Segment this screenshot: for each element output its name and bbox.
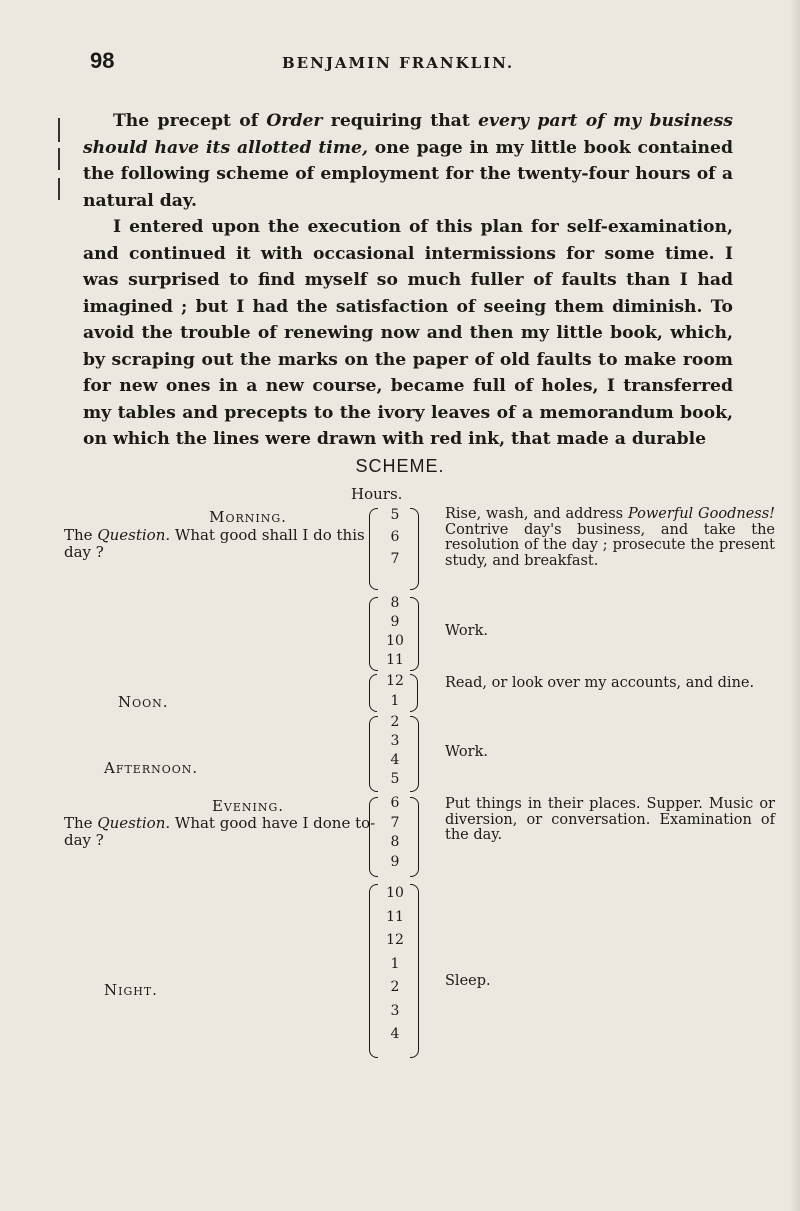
- work-morning-activity: Work.: [445, 623, 488, 639]
- evening-label: Evening.: [211, 797, 285, 815]
- brace-left: [369, 674, 377, 712]
- evening-activity: Put things in their places. Supper. Music or diversion, or conversation. Examination of the day.: [445, 796, 775, 844]
- evening-block: [118, 797, 378, 815]
- body-text: [83, 108, 733, 453]
- night-hours: 10 11 12 1 2 3 4: [386, 885, 404, 1042]
- night-label: Night.: [104, 981, 158, 999]
- scheme-title: SCHEME.: [355, 456, 445, 476]
- work-morning-hours: 8 9 10 11: [386, 595, 404, 668]
- margin-mark: [58, 178, 60, 200]
- brace-left: [369, 884, 378, 1058]
- morning-block: [118, 508, 378, 526]
- brace-right: [410, 597, 419, 671]
- page-edge-shadow: [790, 0, 800, 1211]
- running-head: BENJAMIN FRANKLIN.: [282, 54, 515, 72]
- noon-label: Noon.: [118, 693, 169, 711]
- brace-left: [369, 597, 378, 671]
- brace-left: [369, 716, 378, 792]
- page-header: [90, 48, 710, 88]
- brace-left: [369, 797, 378, 877]
- noon-hours: 12 1: [386, 673, 404, 709]
- paragraph-1: The precept of Order requiring that every part of my business should have its allotted time, one page in my little book contained the following scheme of employment for the twenty-four hours of a natural day.: [83, 111, 733, 211]
- brace-right: [410, 884, 419, 1058]
- morning-hours: 5 6 7: [390, 507, 400, 567]
- hours-label: Hours.: [351, 485, 403, 503]
- afternoon-label: Afternoon.: [104, 759, 199, 777]
- afternoon-hours: 2 3 4 5: [390, 714, 400, 787]
- brace-right: [410, 797, 419, 877]
- page-number: 98: [90, 48, 115, 73]
- paragraph-2: I entered upon the execution of this plan for self-examination, and continued it with occasional intermissions for some time. I was surprised to find myself so much fuller of faults than I had imagined ; but I had the satisfaction of seeing them diminish. To avoid the trouble of renewing now and then my little book, which, by scraping out the marks on the paper of old faults to make room for new ones in a new course, became full of holes, I transferred my tables and precepts to the ivory leaves of a memorandum book, on which the lines were drawn with red ink, that made a durable: [83, 217, 733, 449]
- brace-right: [410, 508, 419, 590]
- margin-mark: [58, 148, 60, 170]
- morning-label: Morning.: [209, 508, 287, 526]
- morning-activity: Rise, wash, and address Powerful Goodness! Contrive day's business, and take the resolution of the day ; prosecute the present study, and breakfast.: [445, 506, 775, 570]
- afternoon-activity: Work.: [445, 744, 488, 760]
- morning-question: The Question. What good shall I do this day ?: [64, 526, 365, 561]
- noon-activity: Read, or look over my accounts, and dine.: [445, 675, 755, 691]
- margin-mark: [58, 118, 60, 142]
- brace-right: [410, 716, 419, 792]
- evening-hours: 6 7 8 9: [390, 795, 400, 870]
- brace-left: [369, 508, 378, 590]
- evening-question: The Question. What good have I done to-day ?: [64, 814, 376, 849]
- night-activity: Sleep.: [445, 973, 491, 989]
- brace-right: [410, 674, 418, 712]
